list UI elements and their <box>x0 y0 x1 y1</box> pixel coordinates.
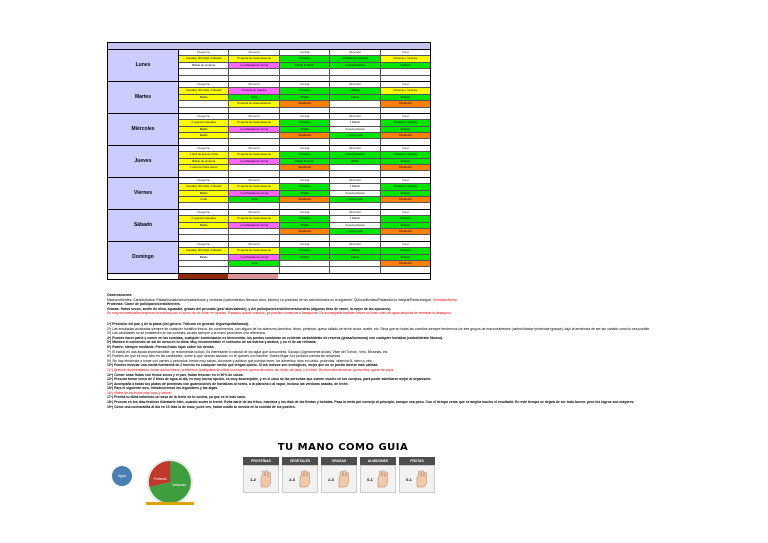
meal-header: Almuerzo <box>229 82 279 87</box>
hand-icon <box>414 470 428 488</box>
meal-cell: Proteína de caseína/avena <box>229 184 279 189</box>
day-grid <box>179 50 430 81</box>
meal-cell <box>330 171 380 176</box>
note-item: 6º) Postre: siempre mediante. Piensa frutas rojas sobre los demás. <box>107 344 215 349</box>
meal-cell <box>330 235 380 240</box>
meal-cell: Batido <box>179 133 229 138</box>
meal-cell: Proteína de caseína/avena <box>229 216 279 221</box>
meal-cell <box>381 108 430 113</box>
meal-cell <box>229 235 279 240</box>
meal-cell <box>229 69 279 74</box>
hand-guide-label: PROTEÍNAS <box>243 457 279 465</box>
meal-header: Cena <box>401 241 409 246</box>
notes-line: Grasas: frutos secos, aceite de oliva, aguacate, grasas del pescado (pez/ atún/salmón), y del pollo/pavo/cerdo/ternera/cordero (algunas tiras de carne, la mejor de las opciones). <box>107 306 392 311</box>
meal-cell: Batido <box>179 127 229 132</box>
note-item: 18º) Procura en los días festivos hidratarte bien, cuando sudes la frente. Evita darte de las fritos, manteca y los días de las fiestas y bebidas. Pasa la meta por consejo al principio, aunque sea poco. Con el tiempo verás que se amplía mucho el resultado. En este tiempo se dejará de ser todo bueno, pero los logros son mayores. <box>107 400 635 405</box>
meal-header: Comida <box>280 114 330 119</box>
hand-guide-label: ALMIDONES <box>360 457 396 465</box>
meal-cell: Zanahoria <box>381 197 430 202</box>
meal-cell: Patata al horno <box>280 63 330 68</box>
meal-cell: Patata al horno <box>280 159 330 164</box>
meal-cell: Verdura <box>381 127 430 132</box>
meal-cell: Proteína <box>381 248 430 253</box>
sheet-top-bar <box>108 43 430 50</box>
plate-diagram <box>108 456 238 518</box>
meal-cell <box>229 133 279 138</box>
meal-cell: Proteína y Verdura <box>381 152 430 157</box>
meal-header: Comida <box>280 242 330 247</box>
hand-guide-columns <box>243 457 443 493</box>
meal-row <box>179 139 430 144</box>
note-item: 10º) Puedes mezclar una media fuentecita de 2 huevos en cualquier medio que tengas quieto. Si los huevos son ecológicos, mejor que no se pueda lacerar más calidad. <box>107 363 379 368</box>
meal-header: Merienda <box>330 178 380 183</box>
meal-cell: Verdura <box>381 223 430 228</box>
meal-cell: Proteína <box>280 56 330 61</box>
meal-row <box>179 235 430 240</box>
day-block <box>108 50 430 82</box>
meal-cell: Zanahoria <box>280 197 330 202</box>
hand-icon <box>258 470 272 488</box>
meal-cell <box>229 108 279 113</box>
plate-label-proteina: Proteína <box>153 477 167 481</box>
note-item: 12º) Comer unas frutas con frutos secos y el pan, frutas frescas: en el 90% de casos. <box>107 372 244 377</box>
meal-header: Desayuno <box>179 242 229 247</box>
meal-cell: Verdura <box>381 95 430 100</box>
meal-cell: 1 Batido <box>330 184 380 189</box>
meal-cell: Proteína de caseína <box>229 88 279 93</box>
note-item: 13º) Procura tomar cerca de 2 litros de agua al día, es muy buena opción, es muy aconsejable, y en el caso de las personas que comen mucho en los cuerpos, para poder asimilarse mejor al organismo. <box>107 377 432 382</box>
meal-cell: Batido <box>179 255 229 260</box>
meal-header: Desayuno <box>179 178 229 183</box>
meal-cell: 1 cucharada de crema <box>229 191 279 196</box>
meal-header: Comida <box>280 146 330 151</box>
meal-cell: Cereal proteína <box>330 127 380 132</box>
meal-plan-sheet <box>107 42 431 280</box>
note-item: 2º) Las ensaladas acostadas siempre de cualquier hortaliza fresca, sin condimentos, con alguno de los aderezos descritos: limón, pimienta, queso rallado de leche cruda, aceite, etc. Sirva que en todas las comidas siempre tendremos los tres grupos de macronutrientes (carbohidratos+proteínas+grasas), bajo la tendencia de ser tan variado como lo sea posible. <box>107 326 651 331</box>
day-grid <box>179 114 430 145</box>
hand-guide-column <box>282 457 318 493</box>
meal-cell <box>330 165 380 170</box>
meal-cell <box>330 69 380 74</box>
meal-cell: Proteína de caseína/avena <box>229 56 279 61</box>
meal-cell <box>229 267 279 272</box>
meal-cell: Batido de proteína <box>179 63 229 68</box>
day-grid <box>179 242 430 273</box>
meal-cell: Cereal proteína <box>330 223 380 228</box>
day-grid <box>179 82 430 113</box>
meal-cell <box>280 139 330 144</box>
meal-cell: Proteína de caseína/avena <box>229 120 279 125</box>
meal-header: Almuerzo <box>229 210 279 215</box>
meal-cell: Batido <box>330 159 380 164</box>
meal-cell <box>229 165 279 170</box>
meal-header: Cena <box>401 177 409 182</box>
hand-guide-title: TU MANO COMO GUIA <box>277 442 409 453</box>
day-name: Miércoles <box>108 114 179 145</box>
meal-cell: Proteína <box>280 216 330 221</box>
meal-cell: Cereal proteína <box>330 191 380 196</box>
day-name: Martes <box>108 82 179 113</box>
meal-cell: Cereales (Porridge ó Muesli) <box>179 248 229 253</box>
meal-cell <box>179 203 229 208</box>
meal-cell <box>280 76 330 81</box>
meal-header: Desayuno <box>179 146 229 151</box>
plate-label-verduras: Verduras <box>172 483 186 487</box>
meal-cell: Batido <box>179 95 229 100</box>
note-item: 1º) Precisión del pan y de la pasta (del género: Triticum en general: trigo/espelta/kamut). <box>107 321 250 326</box>
meal-cell: 1 cucharada de crema <box>229 127 279 132</box>
meal-cell: Patata <box>280 255 330 260</box>
day-name: Jueves <box>108 146 179 177</box>
note-item: 4º) Puedes hacer parte y comer en las comidas, cualquier combinación es bienvenida; los puntos combinan un evidente carbohidrato de reserva (grasa/hormona) con cualquier hortaliza (carbohidrato fibroso). <box>107 335 444 340</box>
meal-cell: Zanahoria <box>381 229 430 234</box>
hand-guide-qty: 2-3 <box>289 476 295 482</box>
meal-cell: Patata <box>280 191 330 196</box>
meal-cell <box>229 229 279 234</box>
meal-cell: Proteína y Verdura <box>381 184 430 189</box>
hand-guide-qty: 0-1 <box>406 476 412 482</box>
meal-cell: 2 yogures naturales <box>179 216 229 221</box>
meal-cell: Verdura <box>381 159 430 164</box>
meal-cell: 1 Batido de proteína <box>330 56 380 61</box>
meal-cell <box>330 267 380 272</box>
meal-cell <box>179 235 229 240</box>
meal-cell: 1 Kg de fruta <box>330 197 380 202</box>
meal-header: Almuerzo <box>229 242 279 247</box>
meal-cell <box>179 139 229 144</box>
meal-cell: Zanahoria <box>280 133 330 138</box>
meal-cell: Patata <box>280 223 330 228</box>
meal-cell <box>330 101 380 106</box>
meal-cell <box>381 171 430 176</box>
day-block <box>108 242 430 274</box>
day-grid <box>179 146 430 177</box>
hand-guide-label: FRUTAS <box>399 457 435 465</box>
meal-cell <box>280 235 330 240</box>
hand-icon <box>375 470 389 488</box>
hand-guide-column <box>243 457 279 493</box>
days-container <box>108 50 430 274</box>
notes-line: Macronutrientes: Carbohidratos: Patata/boniato/arroz/pasta/frutas y verduras (carbohidratos fibrosos ricos; idóneo) La prioridad de los carbohidratos es la siguiente: Quinoa/Boniato/Patata/Arroz integral/Pasta integral. Cereales/Avena <box>107 297 457 302</box>
meal-cell: 1 cucharada de crema <box>229 159 279 164</box>
meal-cell <box>330 108 380 113</box>
meal-cell: Zanahoria <box>280 229 330 234</box>
meal-cell: Batido de proteína <box>179 159 229 164</box>
meal-cell: Proteína y Verdura <box>381 120 430 125</box>
meal-cell: Batido <box>179 191 229 196</box>
meal-cell: Proteína de caseína/avena <box>229 248 279 253</box>
day-block <box>108 146 430 178</box>
meal-header: Merienda <box>330 242 380 247</box>
meal-header: Almuerzo <box>229 50 279 55</box>
meal-cell <box>381 267 430 272</box>
hand-guide-qty: 0-1 <box>367 476 373 482</box>
hand-guide-column <box>399 457 435 493</box>
meal-header: Merienda <box>330 50 380 55</box>
meal-cell: Proteína <box>381 216 430 221</box>
meal-header: Cena <box>401 209 409 214</box>
meal-cell <box>229 76 279 81</box>
day-name: Viernes <box>108 178 179 209</box>
meal-header: Desayuno <box>179 210 229 215</box>
meal-header: Comida <box>280 178 330 183</box>
day-grid <box>179 178 430 209</box>
meal-cell: Verdura <box>381 63 430 68</box>
hand-guide-label: VEGETALES <box>282 457 318 465</box>
meal-cell: Cereales (Porridge ó Muesli) <box>179 88 229 93</box>
footer-swatch-brown <box>178 274 228 279</box>
meal-cell <box>179 108 229 113</box>
meal-cell: Proteína <box>280 248 330 253</box>
note-item: 9º) Sin hay tendencia a tomar con carnes o pescados: fresas muy sanas, colorante y aditivos que puedan tener, los alimentos ricos en calcio, proteínas, vitamina B, hierro y zinc. <box>107 358 374 363</box>
note-item: 19º) Come una cucharadita al día en 10 días la de maíz, pues ves, habrá usado tu mezcla en la comida de los postres. <box>107 404 296 409</box>
meal-header: Merienda <box>330 114 380 119</box>
meal-header: Comida <box>280 50 330 55</box>
meal-cell: Zanahoria <box>381 165 430 170</box>
meal-cell <box>179 101 229 106</box>
meal-cell <box>280 203 330 208</box>
hand-guide-qty: 1-2 <box>250 476 256 482</box>
meal-header: Desayuno <box>179 114 229 119</box>
hand-guide-box <box>282 465 318 493</box>
meal-cell: Batido <box>179 223 229 228</box>
meal-cell: 1 Batido <box>330 248 380 253</box>
meal-cell: 1 cucharada de crema <box>229 223 279 228</box>
meal-cell: Proteína <box>280 184 330 189</box>
note-item: 5º) Mastica el contenido de sal de mesa en tu dieta. Muy recomendable el consumo de sal marina y andina, y no el de sal refinada. <box>107 340 317 345</box>
meal-header: Almuerzo <box>229 178 279 183</box>
day-grid <box>179 210 430 241</box>
meal-cell <box>179 171 229 176</box>
meal-cell: Fruta <box>229 197 279 202</box>
meal-cell: Proteína <box>280 120 330 125</box>
hand-icon <box>297 470 311 488</box>
meal-cell: Zanahoria <box>280 165 330 170</box>
meal-header: Merienda <box>330 146 380 151</box>
meal-cell <box>229 139 279 144</box>
day-block <box>108 114 430 146</box>
note-item: 15º) Para el siguiente mes, introduciremos las legumbres y las algas. <box>107 386 219 391</box>
meal-header: Comida <box>280 210 330 215</box>
hand-icon <box>336 470 350 488</box>
note-item: 3º) Las cantidades no se establecen en las comidas, acudid siempre a la mano para tener una referencia. <box>107 331 266 336</box>
meal-cell <box>229 203 279 208</box>
day-block <box>108 82 430 114</box>
meal-cell: Verdura <box>381 255 430 260</box>
meal-cell <box>280 171 330 176</box>
footer-swatch-pink <box>228 274 278 279</box>
meal-cell: 1 Batido <box>330 216 380 221</box>
meal-cell <box>280 261 330 266</box>
meal-cell: Cereal <box>330 255 380 260</box>
meal-header: Cena <box>401 50 409 54</box>
hand-guide-column <box>360 457 396 493</box>
meal-cell: Cereal proteína <box>330 152 380 157</box>
meal-cell <box>229 171 279 176</box>
hand-guide-box <box>321 465 357 493</box>
meal-cell <box>280 267 330 272</box>
meal-header: Almuerzo <box>229 114 279 119</box>
meal-row <box>179 171 430 176</box>
meal-cell: Proteína <box>280 88 330 93</box>
note-item: 14º) Acompaña a todas tus platos de proteínas con guarniciones de hortalizas al horno, a la plancha o al vapor, incluso las verduras asadas, de leche. <box>107 381 349 386</box>
meal-cell <box>179 76 229 81</box>
meal-cell: 2 yogures naturales <box>179 120 229 125</box>
meal-cell <box>330 139 380 144</box>
hand-guide <box>243 442 443 502</box>
day-name: Sábado <box>108 210 179 241</box>
meal-cell: 1 Batido <box>330 88 380 93</box>
meal-cell: 1 cucharada de crema <box>229 255 279 260</box>
meal-cell <box>330 261 380 266</box>
day-block <box>108 178 430 210</box>
notes-line: Proteínas: Carne de pollo/pavo/cerdo/ternera. <box>107 302 181 307</box>
day-block <box>108 210 430 242</box>
note-item: 11º) Quesos recomendados: tomar queso fresco, preferimos (cualquiera de ellos) son buenos: queso de cabra, de oveja, de vaca, y el resto. Se recomienda tomar: queso feta, queso de vaca. <box>107 367 394 372</box>
meal-cell: Zanahoria <box>381 101 430 106</box>
notes-title: Observaciones: <box>107 293 133 297</box>
meal-header: Desayuno <box>179 82 229 87</box>
meal-cell: Proteína de caseína/avena <box>229 152 279 157</box>
note-item: 16º) ¡Bebe de los frutos más ricos y sanos! <box>107 390 172 395</box>
meal-cell: Zanahoria <box>381 261 430 266</box>
hand-guide-box <box>243 465 279 493</box>
meal-header: Comida <box>280 82 330 87</box>
hand-guide-label: GRASAS <box>321 457 357 465</box>
meal-cell: Cereal <box>330 95 380 100</box>
hand-guide-box <box>399 465 435 493</box>
meal-cell <box>330 76 380 81</box>
meal-cell: Cereales (Porridge ó Muesli) <box>179 184 229 189</box>
meal-cell: Zanahoria <box>280 101 330 106</box>
sheet-footer <box>108 274 430 279</box>
meal-cell: Cereal proteína <box>330 63 380 68</box>
observations <box>107 293 707 409</box>
meal-cell: Fruta <box>229 95 279 100</box>
meal-cell: 1 Batido <box>330 120 380 125</box>
meal-header: Merienda <box>330 82 380 87</box>
meal-cell: Proteína y Verdura <box>381 88 430 93</box>
meal-cell: 1 cucharada de crema <box>229 63 279 68</box>
meal-cell: Cereales (Porridge ó Muesli) <box>179 56 229 61</box>
meal-cell: Fruta <box>229 261 279 266</box>
meal-header: Cena <box>401 113 409 118</box>
meal-cell: Zanahoria <box>381 133 430 138</box>
meal-cell: Proteína y Verdura <box>381 56 430 61</box>
meal-cell <box>381 203 430 208</box>
note-item: 17º) Premia tu dieta bebiendo un vaso de la leche de tu cocina, ya que es lo más sano. <box>107 395 246 400</box>
meal-cell: Patata <box>280 127 330 132</box>
meal-cell: 1 Kg de fruta <box>330 229 380 234</box>
meal-cell <box>179 267 229 272</box>
meal-cell <box>381 139 430 144</box>
meal-cell <box>381 69 430 74</box>
meal-row <box>179 267 430 272</box>
meal-cell <box>381 76 430 81</box>
meal-cell: 1 Kg de fruta <box>330 133 380 138</box>
note-item: 7º) El batido es una ayuda imprescindible, se recomienda Isoxpo. Es interesante lo natural de los agua que consumirás. Sacapo (Ligeramente ácida), Vitae del Turbón, Vero, Bruselas, etc. <box>107 349 389 354</box>
notes-line: Es muy recomendable empezar la mañana con el zumo de un limón en ayunas. Pasados quince minutos, ya puedes comenzar a desayunar. Es aconsejable también beber un buen vaso de agua después de terminar tu desayuno. <box>107 311 452 316</box>
hand-guide-column <box>321 457 357 493</box>
meal-header: Almuerzo <box>229 146 279 151</box>
meal-cell: Fruta <box>179 197 229 202</box>
meal-cell <box>330 203 380 208</box>
meal-header: Cena <box>401 145 409 150</box>
meal-header: Merienda <box>330 210 380 215</box>
plate-grain-bar <box>146 502 194 505</box>
hand-guide-qty: 2-3 <box>328 476 334 482</box>
meal-row <box>179 108 430 113</box>
meal-header: Desayuno <box>179 50 229 55</box>
note-item: 8º) Puedes ser que es muy bien en las cantidades, sobre lo que deseas saciado, no te quedes con hambre. Sabes llegar a la próxima comida sin ansiedad. <box>107 354 341 359</box>
meal-cell <box>179 229 229 234</box>
meal-cell <box>381 235 430 240</box>
meal-header: Cena <box>401 81 409 86</box>
meal-cell: 1 taza de frutos secos <box>179 165 229 170</box>
meal-cell <box>179 69 229 74</box>
meal-cell: Patata <box>280 95 330 100</box>
meal-row <box>179 203 430 208</box>
day-name: Lunes <box>108 50 179 81</box>
meal-cell: Proteína de caseína/avena <box>229 101 279 106</box>
meal-cell: 1 taza de avena y fruta <box>179 152 229 157</box>
meal-cell: Verdura <box>381 191 430 196</box>
hand-guide-box <box>360 465 396 493</box>
meal-cell <box>179 261 229 266</box>
plate-label-agua: Agua <box>118 474 126 478</box>
meal-cell <box>280 69 330 74</box>
meal-cell <box>280 108 330 113</box>
meal-row <box>179 76 430 81</box>
day-name: Domingo <box>108 242 179 273</box>
meal-cell: Proteína <box>280 152 330 157</box>
